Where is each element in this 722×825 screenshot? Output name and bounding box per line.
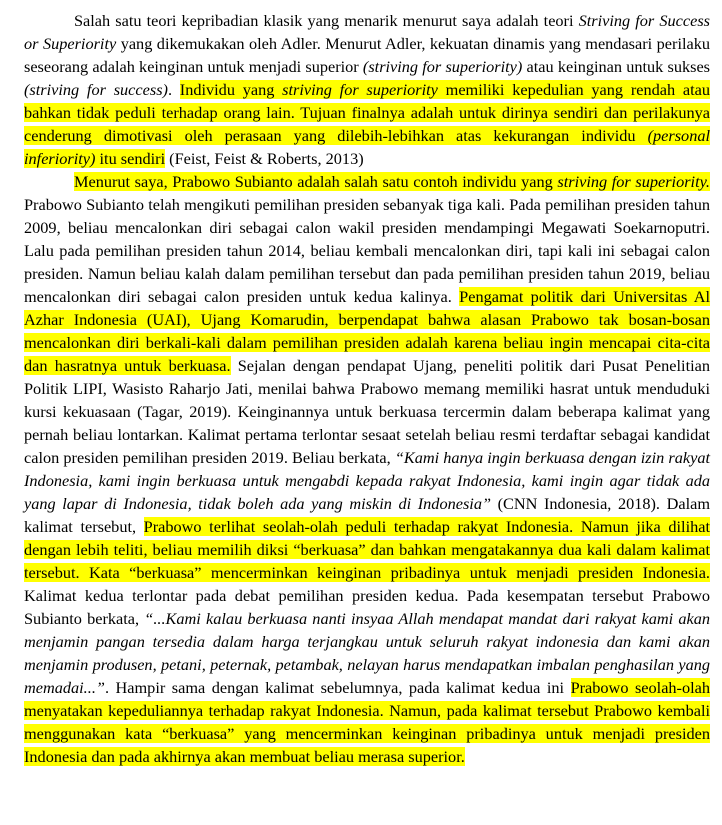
highlighted-text: Individu yang	[179, 80, 283, 99]
text-segment: . Hampir sama dengan kalimat sebelumnya, pada kalimat kedua ini	[104, 678, 571, 697]
highlighted-text: memiliki kepedulian yang rendah atau bahkan tidak peduli terhadap orang lain. Tujuan finalnya adalah untuk dirinya sendiri dan perilakunya cenderung dimotivasi oleh perasaan yang dilebih-lebihkan atas kekurangan individu	[24, 80, 710, 145]
quote-text: “...Kami kalau berkuasa nanti insyaa Allah mendapat mandat dari rakyat kami akan menjamin pangan tersedia dalam harga terjangkau untuk seluruh rakyat indonesia dan kami akan menjamin produsen, petani, peternak, petambak, nelayan harus mendapatkan imbalan penghasilan yang memadai...”	[24, 609, 710, 697]
highlighted-text: striving for superiority	[282, 80, 438, 99]
paragraph-adler-theory	[24, 9, 710, 170]
text-segment: .	[167, 80, 180, 99]
citation: (Feist, Feist & Roberts, 2013)	[165, 149, 364, 168]
text-segment: (striving for success)	[24, 80, 168, 99]
text-segment: yang dikemukakan oleh Adler. Menurut Adler, kekuatan dinamis yang mendasari perilaku seseorang adalah keinginan untuk menjadi superior	[24, 34, 710, 76]
highlighted-text: striving for superiority.	[557, 172, 710, 191]
text-segment: Salah satu teori kepribadian klasik yang menarik menurut saya adalah teori	[74, 11, 579, 30]
text-segment: Prabowo Subianto telah mengikuti pemilihan presiden sebanyak tiga kali. Pada pemilihan presiden tahun 2009, beliau mencalonkan diri sebagai calon wakil presiden mendampingi Megawati Soekarnoputri. Lalu pada pemilihan presiden tahun 2014, beliau kembali mencalonkan diri, tapi kali ini sebagai calon presiden. Namun beliau kalah dalam pemilihan tersebut dan pada pemilihan presiden tahun 2019, beliau mencalonkan diri sebagai calon presiden untuk kedua kalinya.	[24, 195, 710, 306]
text-segment: Kalimat kedua terlontar pada debat pemilihan presiden kedua. Pada kesempatan tersebut Prabowo Subianto berkata,	[24, 586, 710, 628]
highlighted-text: Prabowo terlihat seolah-olah peduli terhadap rakyat Indonesia. Namun jika dilihat dengan lebih teliti, beliau memilih diksi “berkuasa” dan bahkan mengatakannya dua kali dalam kalimat tersebut. Kata “berkuasa” mencerminkan keinginan pribadinya untuk menjadi presiden Indonesia.	[24, 517, 710, 582]
text-segment: (CNN Indonesia, 2018). Dalam kalimat tersebut,	[24, 494, 710, 536]
highlighted-text: Menurut saya, Prabowo Subianto adalah salah satu contoh individu yang	[74, 172, 558, 191]
text-segment: (striving for superiority)	[362, 57, 523, 76]
highlighted-text: (personal inferiority)	[24, 126, 710, 168]
text-segment: Sejalan dengan pendapat Ujang, peneliti politik dari Pusat Penelitian Politik LIPI, Wasisto Raharjo Jati, menilai bahwa Prabowo memang memiliki hasrat untuk menduduki kursi kekuasaan (Tagar, 2019). Keinginannya untuk berkuasa tercermin dalam beberapa kalimat yang pernah beliau lontarkan. Kalimat pertama terlontar sesaat setelah beliau resmi terdaftar sebagai kandidat calon presiden pemilihan presiden 2019. Beliau berkata,	[24, 356, 710, 467]
paragraph-prabowo-example	[24, 170, 710, 768]
highlighted-text: itu sendiri	[95, 149, 166, 168]
quote-text: “Kami hanya ingin berkuasa dengan izin rakyat Indonesia, kami ingin berkuasa untuk mengabdi kepada rakyat Indonesia, kami ingin agar tidak ada yang lapar di Indonesia, tidak boleh ada yang miskin di Indonesia”	[24, 448, 711, 513]
highlighted-text: Pengamat politik dari Universitas Al Azhar Indonesia (UAI), Ujang Komarudin, berpendapat bahwa alasan Prabowo tak bosan-bosan mencalonkan diri berkali-kali dalam pemilihan presiden adalah karena beliau ingin mencapai cita-cita dan hasratnya untuk berkuasa.	[24, 287, 711, 375]
highlighted-text: Prabowo seolah-olah menyatakan kepeduliannya terhadap rakyat Indonesia. Namun, pada kalimat tersebut Prabowo kembali menggunakan kata “berkuasa” yang mencerminkan keinginan pribadinya untuk menjadi presiden Indonesia dan pada akhirnya akan membuat beliau merasa superior.	[24, 678, 711, 766]
text-segment: Striving for Success or Superiority	[24, 11, 711, 53]
text-segment: atau keinginan untuk sukses	[522, 57, 711, 76]
